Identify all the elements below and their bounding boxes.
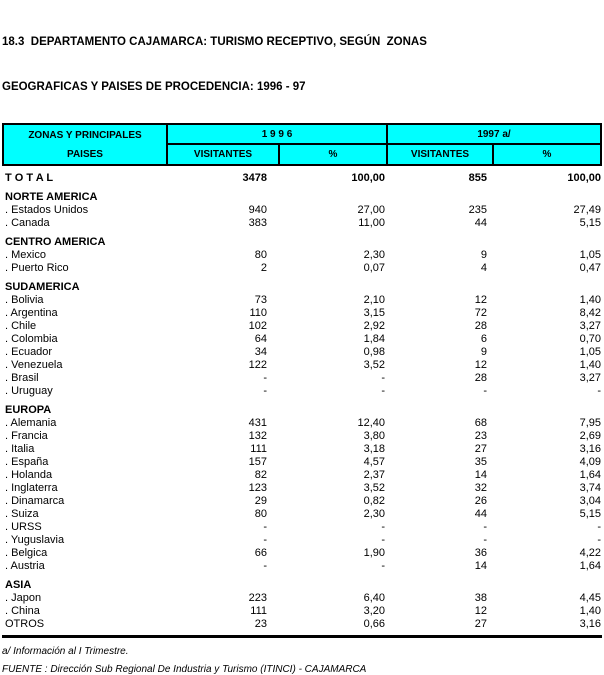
cell-1997-pct: 3,16 [579, 618, 601, 630]
row-label: . Bolivia [5, 294, 44, 306]
cell-1997-pct: 1,05 [579, 249, 601, 261]
table-row [2, 333, 602, 346]
row-label: . Uruguay [5, 385, 53, 397]
table-row [2, 346, 602, 359]
cell-1997-visitantes: 14 [474, 469, 487, 481]
cell-1997-pct: 100,00 [567, 172, 601, 184]
cell-1997-visitantes: 44 [474, 508, 487, 520]
cell-1996-visitantes [168, 191, 280, 204]
cell-1996-visitantes: 102 [248, 320, 267, 332]
cell-1996-pct [280, 191, 388, 204]
cell-1996-pct [280, 236, 388, 249]
cell-1997-pct: 27,49 [573, 204, 601, 216]
cell-1997-pct [494, 281, 602, 294]
page-title-line2: GEOGRAFICAS Y PAISES DE PROCEDENCIA: 1996 - 97 [2, 81, 306, 93]
cell-1997-visitantes: - [483, 385, 487, 397]
page-title-line1: 18.3 DEPARTAMENTO CAJAMARCA: TURISMO RECEPTIVO, SEGÚN ZONAS [2, 36, 427, 48]
cell-1997-visitantes: 27 [474, 618, 487, 630]
cell-1997-visitantes: 27 [474, 443, 487, 455]
cell-1996-pct: 2,92 [363, 320, 385, 332]
cell-1997-visitantes: 14 [474, 560, 487, 572]
cell-1996-visitantes: 111 [250, 605, 267, 617]
cell-1996-visitantes: - [263, 372, 267, 384]
cell-1997-visitantes [388, 404, 494, 417]
row-label: . Colombia [5, 333, 58, 345]
table-header [2, 123, 602, 166]
cell-1996-visitantes: 29 [254, 495, 267, 507]
table-row [2, 443, 602, 456]
table-row [2, 456, 602, 469]
table-row [2, 359, 602, 372]
cell-1996-visitantes: 132 [248, 430, 267, 442]
cell-1997-visitantes [388, 281, 494, 294]
cell-1997-pct: 0,70 [579, 333, 601, 345]
table-row [2, 547, 602, 560]
cell-1996-visitantes [168, 281, 280, 294]
header-cell-pct-1997: % [542, 149, 552, 160]
cell-1996-visitantes: 110 [249, 307, 267, 319]
cell-1996-pct: 2,30 [363, 508, 385, 520]
cell-1996-pct: 2,30 [363, 249, 385, 261]
header-cell-visitantes-1996: VISITANTES [168, 145, 280, 164]
cell-1997-pct: 5,15 [579, 217, 601, 229]
row-label: . Venezuela [5, 359, 63, 371]
cell-1996-visitantes [168, 579, 280, 592]
cell-1996-pct [280, 579, 388, 592]
table-row [2, 281, 602, 294]
table-row [2, 294, 602, 307]
cell-1997-visitantes: - [483, 534, 487, 546]
cell-1996-visitantes: 23 [254, 618, 267, 630]
cell-1997-visitantes: 68 [474, 417, 487, 429]
cell-1997-pct: 1,40 [579, 294, 601, 306]
row-label: . Dinamarca [5, 495, 65, 507]
table-bottom-rule [2, 635, 602, 638]
table-row [2, 592, 602, 605]
cell-1997-pct: - [597, 385, 601, 397]
row-label: . Inglaterra [5, 482, 58, 494]
header-zonas-line1: ZONAS Y PRINCIPALES [28, 129, 142, 141]
header-cell-pct-1996: % [280, 145, 388, 164]
table-row [2, 560, 602, 573]
cell-1996-visitantes: 82 [254, 469, 267, 481]
cell-1997-visitantes: 26 [474, 495, 487, 507]
row-label: T O T A L [5, 172, 54, 184]
cell-1997-pct [494, 236, 602, 249]
cell-1997-visitantes: 23 [474, 430, 487, 442]
cell-1996-pct: 12,40 [357, 417, 385, 429]
cell-1997-visitantes [388, 579, 494, 592]
row-label: . Suiza [5, 508, 39, 520]
row-label: . Yuguslavia [5, 534, 65, 546]
cell-1996-visitantes: 383 [248, 217, 267, 229]
table-row [2, 508, 602, 521]
cell-1996-visitantes: - [263, 534, 267, 546]
row-label: . Estados Unidos [5, 204, 89, 216]
table-row [2, 521, 602, 534]
cell-1997-visitantes: 12 [474, 359, 487, 371]
cell-1996-pct: - [381, 560, 385, 572]
cell-1997-visitantes: 6 [480, 333, 487, 345]
table-row [2, 372, 602, 385]
cell-1996-visitantes: 157 [248, 456, 267, 468]
row-label: . Brasil [5, 372, 39, 384]
cell-1996-pct: 0,98 [363, 346, 385, 358]
cell-1997-pct: 3,16 [579, 443, 601, 455]
table-row [2, 236, 602, 249]
cell-1997-pct: 5,15 [579, 508, 601, 520]
row-label: . URSS [5, 521, 42, 533]
row-label: . Belgica [5, 547, 48, 559]
cell-1996-pct: 0,66 [363, 618, 385, 630]
cell-1997-pct: 4,45 [579, 592, 601, 604]
cell-1996-pct: - [381, 521, 385, 533]
row-label: . Puerto Rico [5, 262, 69, 274]
table-row [2, 404, 602, 417]
cell-1997-pct [494, 579, 602, 592]
header-cell-zonas-paises [4, 125, 168, 164]
cell-1996-pct: 11,00 [358, 217, 385, 229]
cell-1996-visitantes [168, 404, 280, 417]
cell-1997-visitantes: 44 [474, 217, 487, 229]
cell-1997-pct: 0,47 [579, 262, 601, 274]
cell-1997-pct: 1,05 [579, 346, 601, 358]
cell-1997-visitantes: 855 [468, 172, 487, 184]
cell-1996-visitantes: 122 [248, 359, 267, 371]
cell-1996-visitantes: 66 [254, 547, 267, 559]
cell-1996-visitantes: 73 [254, 294, 267, 306]
table-row [2, 307, 602, 320]
cell-1997-visitantes: 12 [474, 294, 487, 306]
cell-1996-visitantes: 80 [254, 249, 267, 261]
cell-1997-pct: 3,04 [579, 495, 601, 507]
table-row [2, 204, 602, 217]
row-label: . Austria [5, 560, 45, 572]
row-label: . Mexico [5, 249, 46, 261]
row-label: OTROS [5, 618, 45, 630]
cell-1996-visitantes: 64 [254, 333, 267, 345]
cell-1997-pct: 4,09 [579, 456, 601, 468]
header-cell-visitantes-1997: VISITANTES [388, 145, 494, 164]
cell-1997-pct: 3,27 [579, 320, 601, 332]
table-row [2, 417, 602, 430]
page-title [2, 5, 604, 110]
cell-1997-pct: 1,40 [579, 359, 601, 371]
row-label: . Alemania [5, 417, 57, 429]
cell-1996-visitantes: 34 [254, 346, 267, 358]
cell-1996-visitantes: 431 [248, 417, 267, 429]
row-label: SUDAMERICA [5, 281, 80, 293]
cell-1997-pct: 2,69 [579, 430, 601, 442]
cell-1996-visitantes: 940 [248, 204, 267, 216]
cell-1996-pct: 3,20 [363, 605, 385, 617]
cell-1997-visitantes: 9 [480, 346, 487, 358]
cell-1996-pct: - [381, 372, 385, 384]
row-label: EUROPA [5, 404, 52, 416]
cell-1996-visitantes: - [263, 560, 267, 572]
cell-1996-visitantes: 3478 [242, 172, 267, 184]
table-row [2, 249, 602, 262]
cell-1997-pct: - [597, 521, 601, 533]
cell-1996-pct [280, 281, 388, 294]
cell-1996-pct: - [381, 385, 385, 397]
cell-1997-pct: 1,64 [579, 469, 601, 481]
cell-1997-visitantes: 235 [468, 204, 487, 216]
cell-1997-visitantes: 4 [480, 262, 487, 274]
header-zonas-line2: PAISES [67, 149, 103, 160]
cell-1996-pct: - [381, 534, 385, 546]
row-label: ASIA [5, 579, 32, 591]
table-row [2, 534, 602, 547]
cell-1996-pct: 3,52 [363, 482, 385, 494]
cell-1997-visitantes: 36 [474, 547, 487, 559]
cell-1997-pct: 8,42 [579, 307, 601, 319]
cell-1997-pct: 3,74 [579, 482, 601, 494]
header-group-1997: 1997 a/ [388, 125, 600, 145]
cell-1996-pct: 27,00 [357, 204, 385, 216]
cell-1997-pct: 1,40 [579, 605, 601, 617]
cell-1997-visitantes [388, 236, 494, 249]
row-label: NORTE AMERICA [5, 191, 98, 203]
row-label: . Japon [5, 592, 42, 604]
cell-1997-visitantes: 9 [480, 249, 487, 261]
row-label: . Holanda [5, 469, 53, 481]
table-row [2, 495, 602, 508]
table-row [2, 191, 602, 204]
cell-1997-pct: 3,27 [579, 372, 601, 384]
table-row [2, 482, 602, 495]
cell-1996-pct [280, 404, 388, 417]
cell-1996-pct: 1,84 [363, 333, 385, 345]
cell-1997-pct [494, 191, 602, 204]
cell-1996-pct: 0,07 [363, 262, 385, 274]
row-label: . Argentina [5, 307, 58, 319]
cell-1996-visitantes: 80 [254, 508, 267, 520]
table-row [2, 618, 602, 631]
cell-1997-visitantes: 38 [474, 592, 487, 604]
cell-1997-visitantes [388, 191, 494, 204]
row-label: . España [5, 456, 49, 468]
cell-1997-visitantes: 12 [474, 605, 487, 617]
cell-1996-pct: 0,82 [363, 495, 385, 507]
cell-1997-visitantes: 72 [474, 307, 487, 319]
row-label: CENTRO AMERICA [5, 236, 106, 248]
row-label: . Ecuador [5, 346, 53, 358]
cell-1996-pct: 1,90 [363, 547, 385, 559]
cell-1997-pct: 7,95 [579, 417, 601, 429]
footnote-trimestre: a/ Información al I Trimestre. [2, 646, 129, 657]
cell-1997-pct: 1,64 [579, 560, 601, 572]
table-row [2, 430, 602, 443]
statistics-table [2, 123, 602, 638]
table-row [2, 579, 602, 592]
table-body [2, 172, 602, 631]
cell-1996-visitantes [168, 236, 280, 249]
table-row [2, 320, 602, 333]
cell-1996-visitantes: - [263, 521, 267, 533]
cell-1996-pct: 2,37 [363, 469, 385, 481]
table-row [2, 217, 602, 230]
cell-1996-pct: 3,52 [363, 359, 385, 371]
row-label: . Canada [5, 217, 50, 229]
cell-1996-pct: 4,57 [363, 456, 385, 468]
cell-1996-visitantes: 223 [248, 592, 267, 604]
cell-1997-visitantes: 32 [474, 482, 487, 494]
footnote-source: FUENTE : Dirección Sub Regional De Industria y Turismo (ITINCI) - CAJAMARCA [2, 664, 367, 675]
cell-1996-visitantes: 2 [260, 262, 267, 274]
row-label: . Italia [5, 443, 35, 455]
cell-1996-pct: 3,80 [363, 430, 385, 442]
row-label: . China [5, 605, 40, 617]
cell-1997-pct: - [597, 534, 601, 546]
cell-1997-visitantes: 28 [474, 372, 487, 384]
cell-1997-visitantes: 28 [474, 320, 487, 332]
header-group-1996: 1 9 9 6 [168, 125, 388, 145]
cell-1996-pct: 100,00 [351, 172, 385, 184]
cell-1996-visitantes: 123 [248, 482, 267, 494]
table-row [2, 172, 602, 185]
table-row [2, 469, 602, 482]
cell-1997-visitantes: 35 [474, 456, 487, 468]
table-row [2, 605, 602, 618]
cell-1996-visitantes: - [263, 385, 267, 397]
cell-1997-pct [494, 404, 602, 417]
cell-1996-visitantes: 111 [250, 443, 267, 455]
row-label: . Francia [5, 430, 48, 442]
cell-1997-visitantes: - [483, 521, 487, 533]
cell-1997-pct: 4,22 [579, 547, 601, 559]
cell-1996-pct: 2,10 [363, 294, 385, 306]
footnotes [2, 646, 604, 675]
cell-1996-pct: 3,18 [363, 443, 385, 455]
row-label: . Chile [5, 320, 37, 332]
cell-1996-pct: 6,40 [363, 592, 385, 604]
cell-1996-pct: 3,15 [363, 307, 385, 319]
table-row [2, 385, 602, 398]
table-row [2, 262, 602, 275]
